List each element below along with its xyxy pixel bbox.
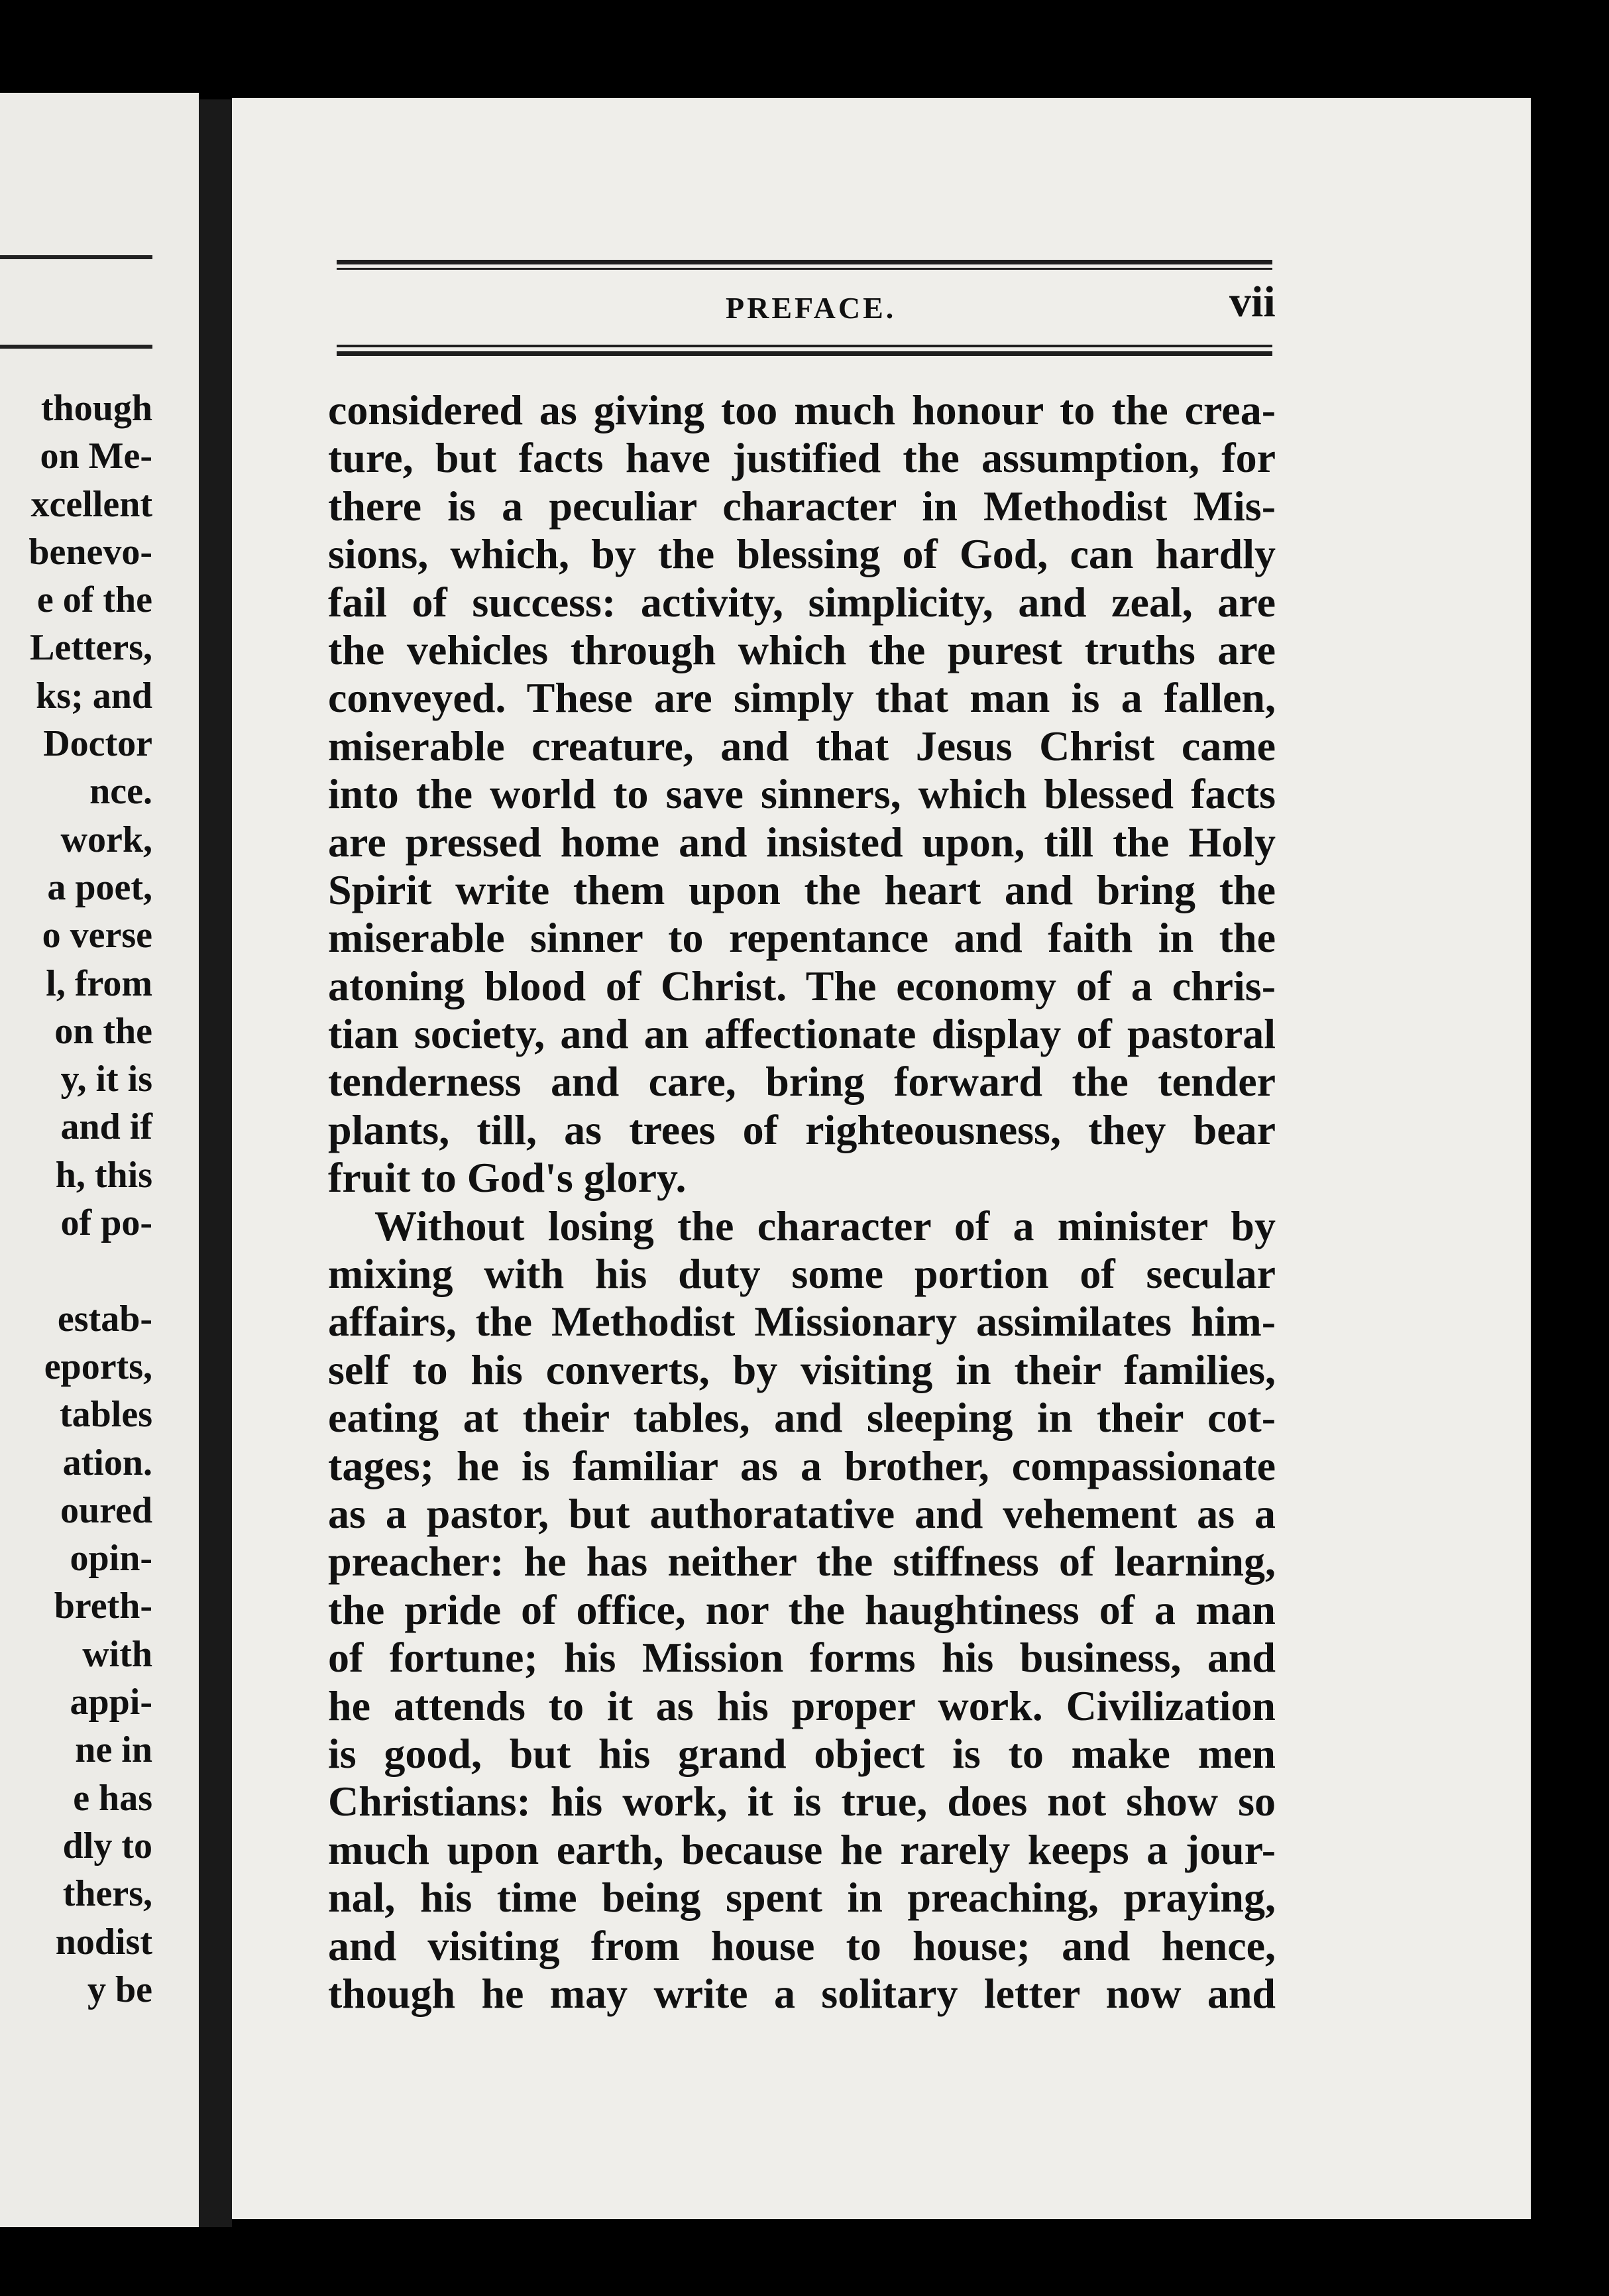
header-top-rule-thin	[337, 268, 1272, 270]
text-line: affairs, the Methodist Missionary assimilates him-	[328, 1298, 1276, 1346]
text-line: Without losing the character of a minister by	[374, 1202, 1276, 1249]
facing-page-line: o verse	[42, 915, 152, 956]
facing-page-line: ne in	[75, 1729, 152, 1771]
facing-page-line: Letters,	[29, 627, 152, 669]
text-line: of fortune; his Mission forms his business, and	[328, 1634, 1276, 1682]
facing-page-line: y, it is	[60, 1059, 152, 1100]
facing-page-line	[0, 1247, 152, 1294]
text-line: fail of success: activity, simplicity, and zeal, are	[328, 578, 1276, 626]
facing-page-line: tables	[60, 1394, 152, 1436]
text-line: tages; he is familiar as a brother, compassionate	[328, 1442, 1276, 1489]
text-line: mixing with his duty some portion of secular	[328, 1250, 1276, 1298]
running-head-title: PREFACE.	[726, 291, 897, 325]
header-top-rule	[337, 260, 1272, 264]
facing-page-line: estab-	[57, 1298, 152, 1340]
text-line: tian society, and an affectionate display of pastoral	[328, 1010, 1276, 1058]
facing-page-top-rule	[0, 255, 152, 259]
facing-page-line: a poet,	[47, 866, 152, 908]
text-line: the vehicles through which the purest truths are	[328, 626, 1276, 673]
body-text	[328, 386, 1276, 2018]
text-line: much upon earth, because he rarely keeps a jour-	[328, 1825, 1276, 1873]
facing-page-line: l, from	[46, 962, 152, 1004]
text-line: though he may write a solitary letter now and	[328, 1969, 1276, 2017]
facing-page-line: of po-	[60, 1202, 152, 1244]
facing-page-line: nodist	[55, 1921, 152, 1963]
text-line: ture, but facts have justified the assumption, for	[328, 434, 1276, 482]
facing-page-line: benevo-	[28, 531, 152, 573]
text-line: the pride of office, nor the haughtiness of a man	[328, 1585, 1276, 1633]
text-line: Christians: his work, it is true, does not show so	[328, 1778, 1276, 1825]
text-line: sions, which, by the blessing of God, can hardly	[328, 530, 1276, 578]
facing-page-line: on the	[54, 1010, 152, 1052]
text-line: miserable creature, and that Jesus Christ came	[328, 722, 1276, 770]
text-line: nal, his time being spent in preaching, praying,	[328, 1874, 1276, 1922]
facing-page-line: on Me-	[40, 435, 152, 477]
text-line: he attends to it as his proper work. Civilization	[328, 1682, 1276, 1729]
facing-page-line: and if	[60, 1106, 152, 1148]
facing-page-line: breth-	[54, 1585, 152, 1627]
text-line: preacher: he has neither the stiffness of learning,	[328, 1538, 1276, 1585]
facing-page-line: appi-	[70, 1682, 152, 1723]
text-line: self to his converts, by visiting in their families,	[328, 1346, 1276, 1393]
facing-page-line: Doctor	[43, 723, 152, 765]
facing-page-line: thers,	[62, 1873, 152, 1915]
facing-page-line: h, this	[55, 1154, 152, 1196]
header-bottom-rule	[337, 345, 1272, 347]
facing-page-line: eports,	[44, 1346, 152, 1387]
facing-page-line: though	[40, 388, 152, 429]
book-gutter	[199, 99, 232, 2227]
text-line: Spirit write them upon the heart and bring the	[328, 866, 1276, 913]
text-line: fruit to God's glory.	[328, 1154, 687, 1202]
facing-page-line: ation.	[62, 1442, 152, 1483]
page-number: vii	[1229, 278, 1276, 326]
facing-page-line: xcellent	[30, 483, 152, 525]
text-line: into the world to save sinners, which blessed facts	[328, 770, 1276, 818]
facing-page-line: ks; and	[36, 675, 152, 717]
text-line: plants, till, as trees of righteousness, they bear	[328, 1106, 1276, 1153]
text-line: considered as giving too much honour to the crea-	[328, 386, 1276, 433]
header-bottom-rule-thick	[337, 351, 1272, 356]
facing-page-line: opin-	[70, 1538, 152, 1579]
facing-page-line: with	[82, 1633, 152, 1675]
facing-page-line: e of the	[36, 579, 152, 621]
facing-page-line: oured	[60, 1489, 152, 1531]
text-line: are pressed home and insisted upon, till the Holy	[328, 818, 1276, 866]
text-line: atoning blood of Christ. The economy of a chris-	[328, 962, 1276, 1009]
facing-page-line: e has	[73, 1777, 152, 1819]
text-line: and visiting from house to house; and hence,	[328, 1922, 1276, 1969]
text-line: tenderness and care, bring forward the tender	[328, 1058, 1276, 1106]
text-line: there is a peculiar character in Methodist Mis-	[328, 482, 1276, 530]
text-line: miserable sinner to repentance and faith in the	[328, 914, 1276, 962]
text-line: conveyed. These are simply that man is a fallen,	[328, 674, 1276, 722]
facing-page-line: dly to	[62, 1825, 152, 1866]
facing-page-line: nce.	[89, 771, 152, 813]
facing-page-text	[0, 384, 152, 2014]
facing-page-header-rule	[0, 345, 152, 349]
text-line: as a pastor, but authoratative and vehement as a	[328, 1489, 1276, 1537]
facing-page-line: y be	[87, 1969, 152, 2010]
text-line: is good, but his grand object is to make men	[328, 1729, 1276, 1777]
facing-page-line: work,	[60, 819, 152, 860]
text-line: eating at their tables, and sleeping in their cot-	[328, 1394, 1276, 1442]
facing-page	[0, 93, 199, 2227]
